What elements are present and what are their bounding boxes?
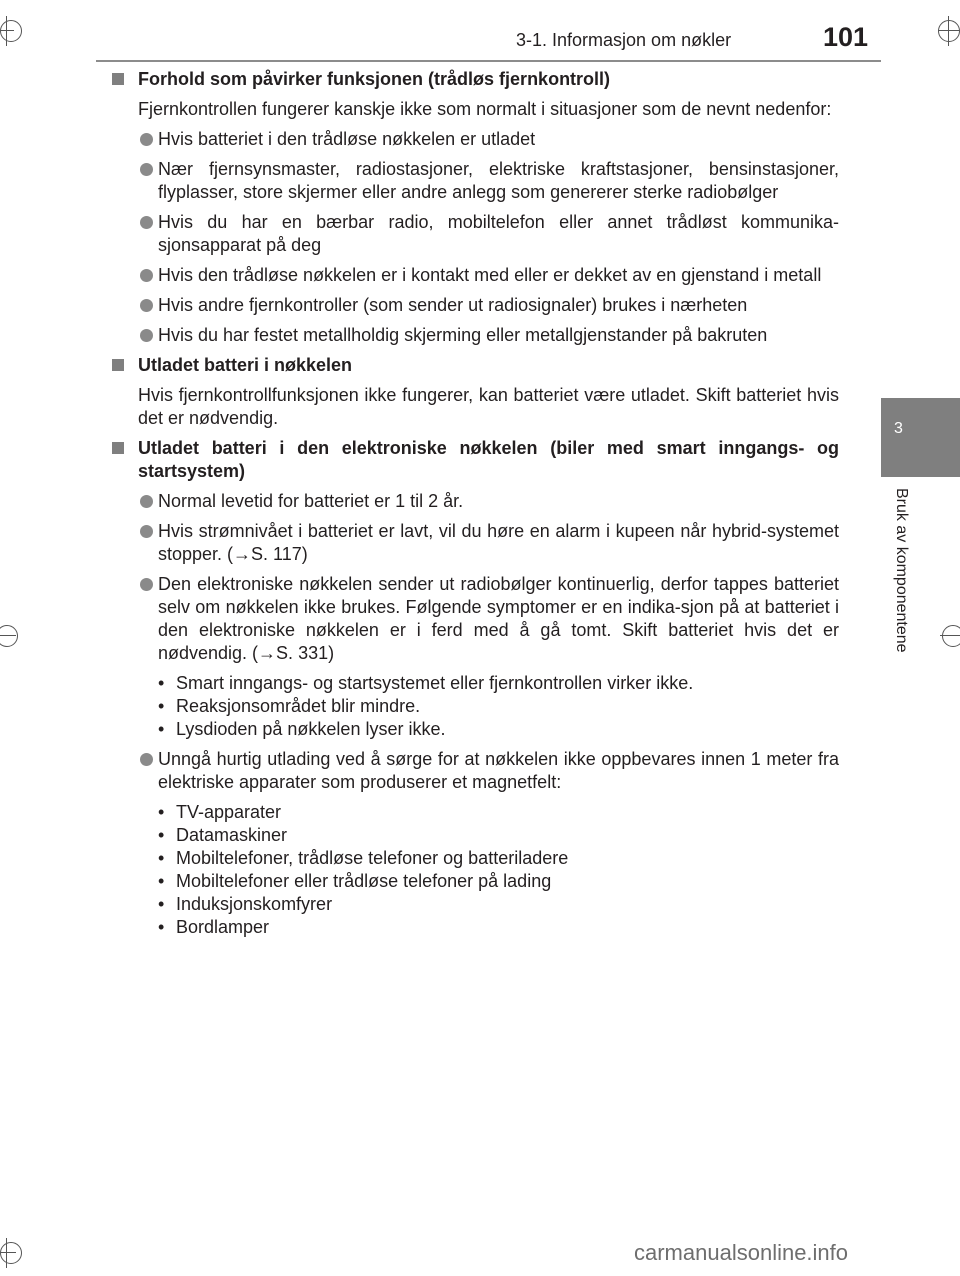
registration-mark: [0, 20, 22, 42]
sub-list-item: • Smart inngangs- og startsystemet eller fjernkontrollen virker ikke.: [158, 673, 694, 693]
circle-bullet-icon: [140, 495, 153, 508]
list-item: Hvis du har festet metallholdig skjerming eller metallgjenstander på bakruten: [112, 324, 839, 347]
appliance-list: [112, 801, 839, 939]
section-paragraph: Hvis fjernkontrollfunksjonen ikke fungerer, kan batteriet være utladet. Skift batteriet hvis det er nødvendig.: [138, 385, 839, 428]
list-item: Hvis du har en bærbar radio, mobiltelefon eller annet trådløst kommunika-sjonsapparat på deg: [112, 211, 839, 257]
square-bullet-icon: [112, 73, 124, 85]
circle-bullet-icon: [140, 329, 153, 342]
circle-bullet-icon: [140, 578, 153, 591]
chapter-tab: [881, 398, 960, 476]
list-item: Nær fjernsynsmaster, radiostasjoner, elektriske kraftstasjoner, bensinstasjoner, flyplasser, store skjermer eller andre anlegg som genererer sterke radiobølger: [112, 158, 839, 204]
sub-list-item: • Datamaskiner: [158, 825, 288, 845]
page-number: 101: [823, 22, 869, 52]
square-bullet-icon: [112, 442, 124, 454]
list-item: Hvis andre fjernkontroller (som sender ut radiosignaler) brukes i nærheten: [112, 294, 839, 317]
circle-bullet-icon: [140, 299, 153, 312]
circle-bullet-icon: [140, 133, 153, 146]
registration-mark: [942, 625, 960, 647]
header-section-title: 3-1. Informasjon om nøkler: [516, 30, 732, 50]
sub-list-item: • TV-apparater: [158, 802, 282, 822]
sub-list-item: • Mobiltelefoner eller trådløse telefoner på lading: [158, 871, 552, 891]
sub-list-item: • Induksjonskomfyrer: [158, 894, 333, 914]
list-item: Hvis den trådløse nøkkelen er i kontakt med eller er dekket av en gjenstand i metall: [112, 264, 839, 287]
square-bullet-icon: [112, 359, 124, 371]
circle-bullet-icon: [140, 163, 153, 176]
chapter-label: Bruk av komponentene: [893, 488, 910, 653]
chapter-tab-divider: [881, 476, 960, 477]
section-heading: Utladet batteri i nøkkelen: [112, 354, 839, 377]
section-heading: Utladet batteri i den elektroniske nøkkelen (biler med smart inngangs- og startsystem): [112, 437, 839, 483]
header-rule: [96, 60, 881, 62]
symptom-list: [112, 672, 839, 741]
sub-list-item: • Mobiltelefoner, trådløse telefoner og batteriladere: [158, 848, 569, 868]
sub-list-item: • Reaksjonsområdet blir mindre.: [158, 696, 421, 716]
chapter-label-wrap: [884, 488, 914, 688]
circle-bullet-icon: [140, 525, 153, 538]
watermark: carmanualsonline.info: [634, 1240, 849, 1265]
circle-bullet-icon: [140, 269, 153, 282]
list-item: Den elektroniske nøkkelen sender ut radiobølger kontinuerlig, derfor tappes batteriet selv om nøkkelen ikke brukes. Følgende symptomer er en indika-sjon på at batteriet i den elektroniske nøkkelen er i ferd med å gå tomt. Skift batteriet hvis det er nødvendig. (→S. 331): [112, 573, 839, 665]
circle-bullet-icon: [140, 753, 153, 766]
chapter-number: 3: [894, 420, 903, 437]
list-item: Hvis batteriet i den trådløse nøkkelen er utladet: [112, 128, 839, 151]
page-content: [112, 68, 839, 946]
section-paragraph: Fjernkontrollen fungerer kanskje ikke som normalt i situasjoner som de nevnt nedenfor:: [138, 99, 832, 119]
section-heading: Forhold som påvirker funksjonen (trådløs fjernkontroll): [112, 68, 839, 91]
list-item: Normal levetid for batteriet er 1 til 2 år.: [112, 490, 839, 513]
sub-list-item: • Lysdioden på nøkkelen lyser ikke.: [158, 719, 446, 739]
circle-bullet-icon: [140, 216, 153, 229]
registration-mark: [938, 20, 960, 42]
registration-mark: [0, 1242, 22, 1264]
list-item: Unngå hurtig utlading ved å sørge for at nøkkelen ikke oppbevares innen 1 meter fra elektriske apparater som produserer et magnetfelt:: [112, 748, 839, 794]
registration-mark: [0, 625, 18, 647]
sub-list-item: • Bordlamper: [158, 917, 270, 937]
list-item: Hvis strømnivået i batteriet er lavt, vil du høre en alarm i kupeen når hybrid-systemet stopper. (→S. 117): [112, 520, 839, 566]
